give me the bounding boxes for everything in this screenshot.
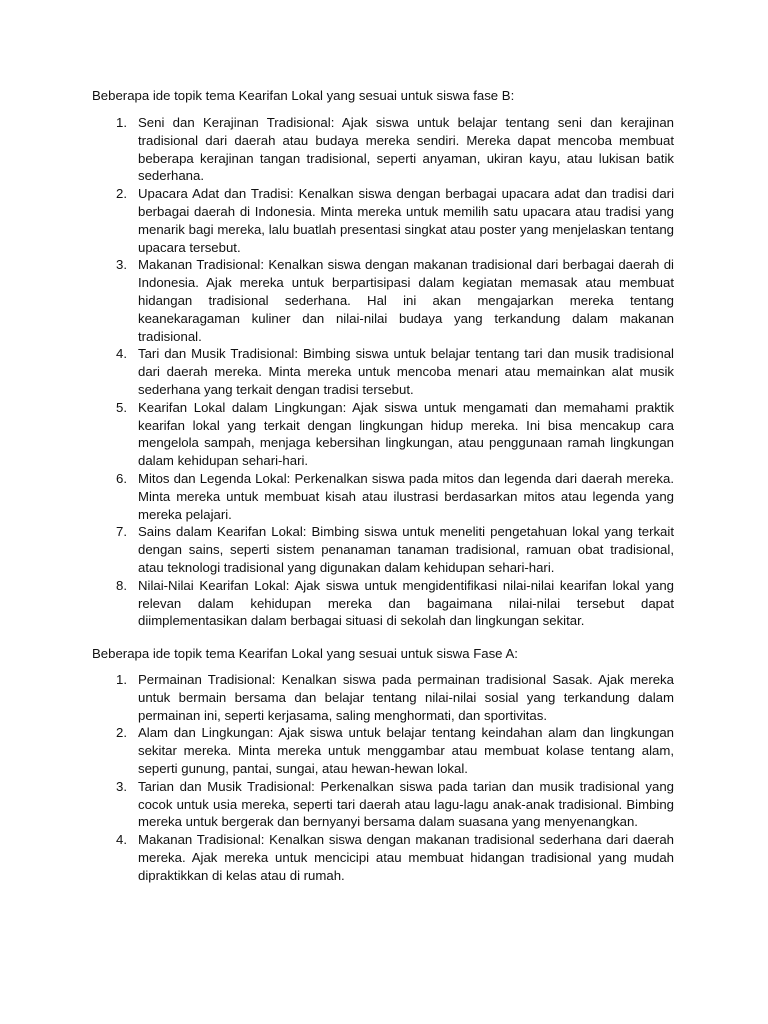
item-number: 3. bbox=[116, 778, 127, 794]
item-number: 4. bbox=[116, 832, 127, 848]
list-item bbox=[92, 470, 674, 523]
list-item bbox=[92, 577, 674, 630]
item-text: Tarian dan Musik Tradisional: Perkenalkan siswa pada tarian dan musik tradisional yang cocok untuk usia mereka, seperti tari daerah atau lagu-lagu anak-anak tradisional. Bimbing mereka untuk bergerak dan bernyanyi bersama dalam suasana yang menyenangkan. bbox=[138, 778, 674, 830]
list-item bbox=[92, 671, 674, 724]
item-number: 1. bbox=[116, 115, 127, 130]
section-b-heading: Beberapa ide topik tema Kearifan Lokal yang sesuai untuk siswa fase B: bbox=[92, 88, 515, 103]
section-a-list bbox=[92, 671, 674, 885]
item-text: Nilai-Nilai Kearifan Lokal: Ajak siswa untuk mengidentifikasi nilai-nilai kearifan lokal yang relevan dalam kehidupan mereka dan bagaimana nilai-nilai tersebut dapat diimplementasikan dalam berbagai situasi di sekolah dan lingkungan sekitar. bbox=[138, 577, 674, 629]
list-item bbox=[92, 523, 674, 576]
section-a-heading: Beberapa ide topik tema Kearifan Lokal yang sesuai untuk siswa Fase A: bbox=[92, 646, 518, 661]
item-number: 3. bbox=[116, 257, 127, 273]
list-item bbox=[92, 399, 674, 470]
item-number: 7. bbox=[116, 524, 127, 540]
item-text: Makanan Tradisional: Kenalkan siswa dengan makanan tradisional dari berbagai daerah di Indonesia. Ajak mereka untuk berpartisipasi dalam kegiatan memasak atau membuat hidangan tradisional sederhana. Hal ini akan mengajarkan mereka tentang keanekaragaman kuliner dan nilai-nilai budaya yang terkandung dalam makanan tradisional. bbox=[138, 257, 674, 344]
item-text: Mitos dan Legenda Lokal: Perkenalkan siswa pada mitos dan legenda dari daerah mereka. Minta mereka untuk membuat kisah atau ilustrasi berdasarkan mitos atau legenda yang mereka pelajari. bbox=[138, 470, 674, 522]
item-text: Tari dan Musik Tradisional: Bimbing siswa untuk belajar tentang tari dan musik tradisional dari daerah mereka. Minta mereka untuk mencoba menari atau memainkan alat musik sederhana yang terkait dengan tradisi tersebut. bbox=[138, 346, 674, 397]
item-number: 8. bbox=[116, 577, 127, 593]
item-number: 4. bbox=[116, 346, 127, 362]
list-item bbox=[92, 256, 674, 345]
item-number: 6. bbox=[116, 470, 127, 486]
item-number: 2. bbox=[116, 725, 127, 741]
list-item bbox=[92, 724, 674, 777]
item-number: 5. bbox=[116, 399, 127, 415]
item-number: 2. bbox=[116, 186, 127, 202]
item-text: Seni dan Kerajinan Tradisional: Ajak siswa untuk belajar tentang seni dan kerajinan tradisional dari daerah atau budaya mereka sendiri. Mereka dapat mencoba membuat beberapa kerajinan tangan tradisional, seperti anyaman, ukiran kayu, atau lukisan batik sederhana. bbox=[138, 115, 674, 184]
list-item bbox=[92, 185, 674, 256]
item-text: Sains dalam Kearifan Lokal: Bimbing siswa untuk meneliti pengetahuan lokal yang terkait dengan sains, seperti sistem penanaman tanaman tradisional, ramuan obat tradisional, atau teknologi tradisional yang digunakan dalam kehidupan sehari-hari. bbox=[138, 524, 674, 575]
list-item bbox=[92, 345, 674, 398]
list-item bbox=[92, 114, 674, 185]
item-number: 1. bbox=[116, 672, 127, 687]
list-item bbox=[92, 778, 674, 831]
item-text: Alam dan Lingkungan: Ajak siswa untuk belajar tentang keindahan alam dan lingkungan sekitar mereka. Minta mereka untuk menggambar atau membuat kolase tentang alam, seperti gunung, pantai, sungai, atau hewan-hewan lokal. bbox=[138, 725, 674, 776]
item-text: Upacara Adat dan Tradisi: Kenalkan siswa dengan berbagai upacara adat dan tradisi dari berbagai daerah di Indonesia. Minta mereka untuk memilih satu upacara atau tradisi yang menarik bagi mereka, lalu buatlah presentasi singkat atau poster yang menjelaskan tentang upacara tersebut. bbox=[138, 186, 674, 255]
item-text: Permainan Tradisional: Kenalkan siswa pada permainan tradisional Sasak. Ajak mereka untuk bermain bersama dan belajar tentang nilai-nilai sosial yang terkandung dalam permainan ini, seperti kerjasama, saling menghormati, dan sportivitas. bbox=[138, 672, 674, 723]
item-text: Makanan Tradisional: Kenalkan siswa dengan makanan tradisional sederhana dari daerah mereka. Ajak mereka untuk mencicipi atau membuat hidangan tradisional yang mudah dipraktikkan di kelas atau di rumah. bbox=[138, 832, 674, 883]
list-item bbox=[92, 831, 674, 884]
item-text: Kearifan Lokal dalam Lingkungan: Ajak siswa untuk mengamati dan memahami praktik kearifan lokal yang terkait dengan lingkungan hidup mereka. Ini bisa mencakup cara mengelola sampah, menjaga kebersihan lingkungan, atau penggunaan ramah lingkungan dalam kehidupan sehari-hari. bbox=[138, 399, 674, 469]
section-b-list bbox=[92, 114, 674, 630]
